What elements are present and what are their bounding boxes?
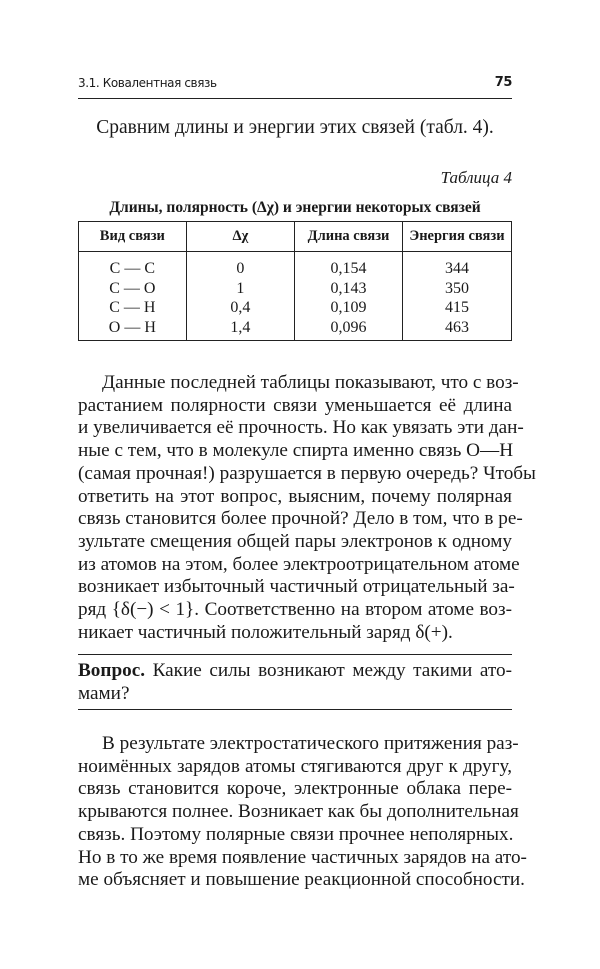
- text-line: ряд {δ(−) < 1}. Соответственно на втором атоме воз-: [78, 599, 512, 621]
- column-header-bond-energy: Энергия связи: [402, 222, 511, 252]
- cell-bond-energy: 463: [402, 318, 511, 341]
- header-rule: [78, 98, 512, 99]
- question-box: [78, 660, 512, 705]
- table-row: [79, 279, 512, 299]
- cell-bond-energy: 344: [402, 252, 511, 279]
- text-line: ные с тем, что в молекуле спирта именно связь O—H: [78, 440, 514, 462]
- column-header-delta-chi: Δχ: [186, 222, 294, 252]
- question-line: [78, 660, 512, 683]
- text-line: и увеличивается её прочность. Но как увязать эти дан-: [78, 417, 524, 439]
- text-line: В результате электростатического притяжения раз-: [102, 733, 519, 754]
- question-rule-bottom: [78, 709, 512, 710]
- text-line: ответить на этот вопрос, выясним, почему полярная: [78, 485, 512, 507]
- page-number: 75: [494, 75, 512, 90]
- table-title: Длины, полярность (Δχ) и энергии некоторых связей: [109, 199, 481, 216]
- text-line: возникает избыточный частичный отрицательный за-: [78, 576, 515, 598]
- cell-delta-chi: 1,4: [186, 318, 294, 341]
- text-line: ме объясняет и повышение реакционной способности.: [78, 869, 525, 891]
- question-label: Вопрос.: [78, 660, 146, 681]
- table-row: [79, 252, 512, 279]
- cell-delta-chi: 0,4: [186, 298, 294, 318]
- cell-bond-length: 0,096: [295, 318, 403, 341]
- text-line: зультате смещения общей пары электронов к одному: [78, 530, 512, 552]
- cell-bond-length: 0,154: [295, 252, 403, 279]
- text-line: из атомов на этом, более электроотрицательном атоме: [78, 553, 520, 575]
- question-rule-top: [78, 654, 512, 655]
- text-line: Данные последней таблицы показывают, что с воз-: [102, 372, 519, 393]
- bond-data-table: [78, 221, 512, 341]
- lead-sentence: Сравним длины и энергии этих связей (табл. 4).: [96, 117, 494, 138]
- cell-bond-energy: 350: [402, 279, 511, 299]
- text-line: растанием полярности связи уменьшается её длина: [78, 394, 512, 416]
- cell-bond-length: 0,109: [295, 298, 403, 318]
- table-row: [79, 318, 512, 341]
- text-line: никает частичный положительный заряд δ(+).: [78, 621, 453, 643]
- table-row: [79, 298, 512, 318]
- text-line: связь становится более прочной? Дело в том, что в ре-: [78, 508, 523, 530]
- text-line: ноимённых зарядов атомы стягиваются друг к другу,: [78, 755, 512, 777]
- cell-delta-chi: 0: [186, 252, 294, 279]
- body-paragraph-2: [78, 733, 527, 892]
- table-caption: Таблица 4: [440, 168, 512, 187]
- question-line: мами?: [78, 682, 130, 704]
- column-header-bond-type: Вид связи: [79, 222, 187, 252]
- column-header-bond-length: Длина связи: [295, 222, 403, 252]
- table-header-row: [79, 222, 512, 252]
- cell-bond-energy: 415: [402, 298, 511, 318]
- body-paragraph-1: [78, 372, 536, 644]
- cell-bond-type: C — O: [79, 279, 187, 299]
- cell-bond-length: 0,143: [295, 279, 403, 299]
- running-header: [78, 74, 512, 94]
- cell-bond-type: O — H: [79, 318, 187, 341]
- text-line: связь становится короче, электронные облака пере-: [78, 778, 512, 800]
- cell-delta-chi: 1: [186, 279, 294, 299]
- text-line: Но в то же время появление частичных зарядов на ато-: [78, 846, 527, 868]
- cell-bond-type: C — H: [79, 298, 187, 318]
- text-line: крываются полнее. Возникает как бы дополнительная: [78, 801, 519, 823]
- text-line: связь. Поэтому полярные связи прочнее неполярных.: [78, 823, 514, 845]
- question-text: Какие силы возникают между такими ато-: [152, 660, 512, 681]
- cell-bond-type: C — C: [79, 252, 187, 279]
- text-line: (самая прочная!) разрушается в первую очередь? Чтобы: [78, 462, 536, 484]
- section-title: 3.1. Ковалентная связь: [78, 76, 217, 90]
